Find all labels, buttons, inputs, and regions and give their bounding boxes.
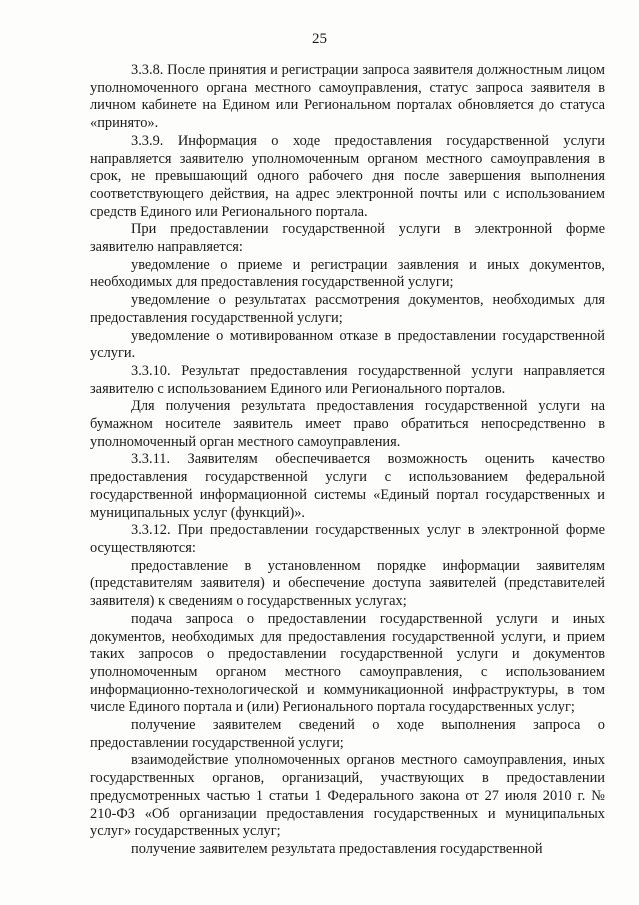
list-item-information-provision: предоставление в установленном порядке информации заявителям (представителям заявителя) и обеспечение доступа заявителей (представителей заявителя) к сведениям о государственных услугах; — [90, 557, 605, 610]
paragraph-electronic-notifications-intro: При предоставлении государственной услуги в электронной форме заявителю направляется: — [90, 221, 605, 256]
list-item-notification-review-results: уведомление о результатах рассмотрения документов, необходимых для предоставления государственной услуги; — [90, 292, 605, 326]
document-body — [90, 62, 605, 859]
list-item-request-submission: подача запроса о предоставлении государственной услуги и иных документов, необходимых для предоставления государственной услуги, и прием таких запросов о предоставлении государственной услуги и документов уполномоченным органом местного самоуправления, с использованием информационно-технологической и коммуникационной инфраструктуры, в том числе Единого портала и (или) Регионального портала государственных услуг; — [90, 610, 605, 716]
list-item-notification-refusal: уведомление о мотивированном отказе в предоставлении государственной услуги. — [90, 327, 605, 362]
list-item-result-receipt: получение заявителем результата предоставления государственной — [131, 840, 543, 857]
list-item-interagency-interaction: взаимодействие уполномоченных органов местного самоуправления, иных государственных органов, организаций, участвующих в предоставлении предусмотренных частью 1 статьи 1 Федерального закона от 27 июля 2010 г. № 210-ФЗ «Об организации предоставления государственных и муниципальных услуг» государственных услуг; — [90, 752, 605, 840]
paragraph-3-3-12: 3.3.12. При предоставлении государственных услуг в электронной форме осуществляются: — [90, 522, 605, 556]
paragraph-3-3-10: 3.3.10. Результат предоставления государственной услуги направляется заявителю с использованием Единого или Регионального порталов. — [90, 362, 605, 397]
list-item-request-status: получение заявителем сведений о ходе выполнения запроса о предоставлении государственной услуги; — [90, 717, 605, 751]
paragraph-paper-result: Для получения результата предоставления государственной услуги на бумажном носителе заявитель имеет право обратиться непосредственно в уполномоченный орган местного самоуправления. — [90, 398, 605, 450]
paragraph-3-3-9: 3.3.9. Информация о ходе предоставления государственной услуги направляется заявителю уполномоченным органом местного самоуправления в срок, не превышающий одного рабочего дня после завершения выполнения соответствующего действия, на адрес электронной почты или с использованием средств Единого или Регионального портала. — [90, 132, 605, 220]
paragraph-3-3-11: 3.3.11. Заявителям обеспечивается возможность оценить качество предоставления государственной услуги с использованием федеральной государственной информационной системы «Единый портал государственных и муниципальных услуг (функций)». — [90, 451, 605, 521]
paragraph-3-3-8: 3.3.8. После принятия и регистрации запроса заявителя должностным лицом уполномоченного органа местного самоуправления, статус запроса заявителя в личном кабинете на Едином или Региональном порталах обновляется до статуса «принято». — [90, 62, 605, 132]
list-item-notification-receipt: уведомление о приеме и регистрации заявления и иных документов, необходимых для предоставления государственной услуги; — [90, 256, 605, 291]
page-number: 25 — [312, 31, 327, 47]
